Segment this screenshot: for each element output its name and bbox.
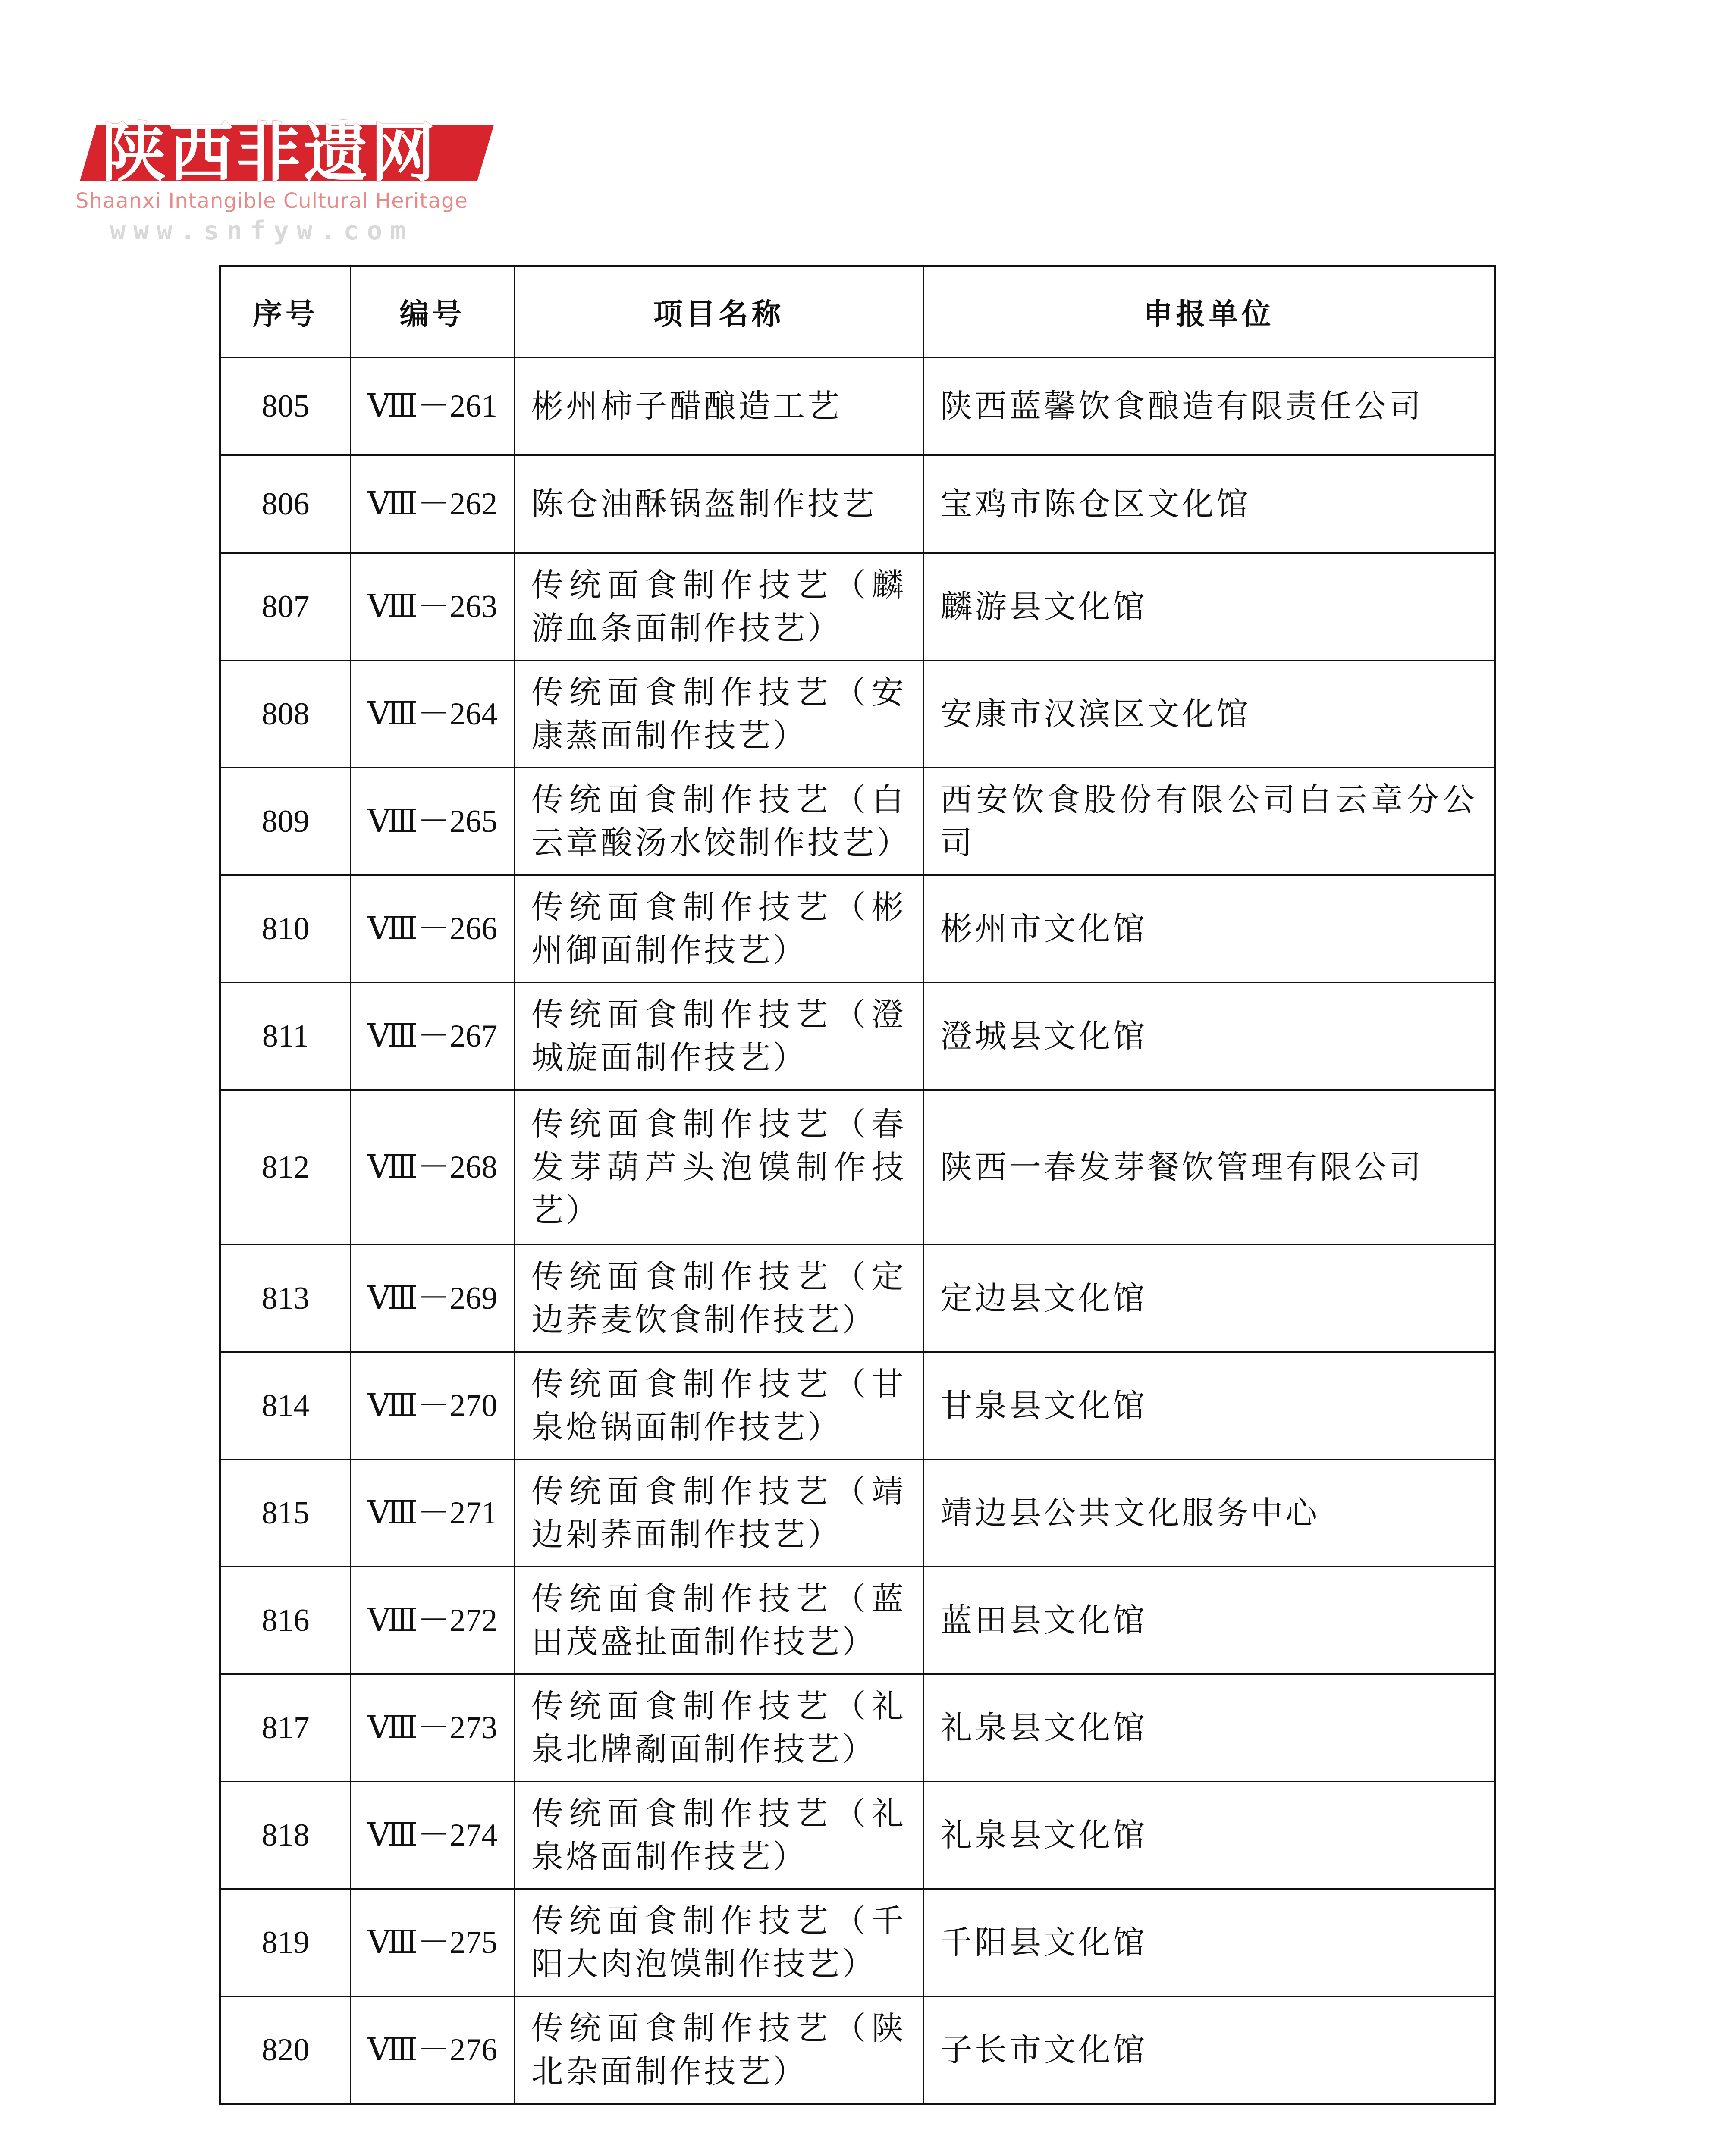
cell-seq: 813 — [220, 1245, 351, 1352]
cell-name: 传统面食制作技艺（陕北杂面制作技艺） — [515, 1996, 923, 2104]
heritage-table — [219, 265, 1496, 2105]
cell-seq: 815 — [220, 1460, 351, 1567]
cell-unit: 甘泉县文化馆 — [923, 1352, 1495, 1460]
cell-name: 彬州柿子醋酿造工艺 — [515, 357, 923, 455]
table-row — [220, 661, 1495, 768]
cell-name: 传统面食制作技艺（定边荞麦饮食制作技艺） — [515, 1245, 923, 1352]
table-row — [220, 1996, 1495, 2104]
cell-name: 传统面食制作技艺（澄城旋面制作技艺） — [515, 983, 923, 1090]
table-row — [220, 1674, 1495, 1782]
cell-code: Ⅷ－270 — [351, 1352, 515, 1460]
table-row — [220, 1460, 1495, 1567]
cell-name: 传统面食制作技艺（千阳大肉泡馍制作技艺） — [515, 1889, 923, 1996]
cell-seq: 805 — [220, 357, 351, 455]
cell-seq: 814 — [220, 1352, 351, 1460]
header-name: 项目名称 — [515, 266, 923, 357]
cell-name: 传统面食制作技艺（靖边剁荞面制作技艺） — [515, 1460, 923, 1567]
cell-code: Ⅷ－271 — [351, 1460, 515, 1567]
table-row — [220, 1782, 1495, 1889]
cell-unit: 澄城县文化馆 — [923, 983, 1495, 1090]
cell-unit: 蓝田县文化馆 — [923, 1567, 1495, 1674]
cell-unit: 安康市汉滨区文化馆 — [923, 661, 1495, 768]
table-header — [220, 266, 1495, 357]
cell-seq: 818 — [220, 1782, 351, 1889]
cell-code: Ⅷ－274 — [351, 1782, 515, 1889]
header-unit: 申报单位 — [923, 266, 1495, 357]
header-code: 编号 — [351, 266, 515, 357]
cell-code: Ⅷ－264 — [351, 661, 515, 768]
table-row — [220, 1889, 1495, 1996]
table-row — [220, 455, 1495, 553]
cell-seq: 812 — [220, 1090, 351, 1245]
logo-title: 陕西非遗网 — [101, 116, 438, 191]
cell-unit: 麟游县文化馆 — [923, 553, 1495, 661]
cell-seq: 819 — [220, 1889, 351, 1996]
cell-unit: 彬州市文化馆 — [923, 875, 1495, 983]
cell-unit: 陕西蓝馨饮食酿造有限责任公司 — [923, 357, 1495, 455]
table-row — [220, 1245, 1495, 1352]
logo-subtitle: Shaanxi Intangible Cultural Heritage — [75, 189, 468, 213]
cell-code: Ⅷ－269 — [351, 1245, 515, 1352]
cell-unit: 礼泉县文化馆 — [923, 1674, 1495, 1782]
table-row — [220, 553, 1495, 661]
cell-unit: 靖边县公共文化服务中心 — [923, 1460, 1495, 1567]
cell-unit: 西安饮食股份有限公司白云章分公司 — [923, 768, 1495, 875]
cell-name: 传统面食制作技艺（安康蒸面制作技艺） — [515, 661, 923, 768]
cell-name: 传统面食制作技艺（白云章酸汤水饺制作技艺） — [515, 768, 923, 875]
table-row — [220, 1352, 1495, 1460]
cell-seq: 810 — [220, 875, 351, 983]
cell-code: Ⅷ－267 — [351, 983, 515, 1090]
site-logo — [71, 108, 502, 250]
logo-url: www.snfyw.com — [110, 216, 414, 246]
cell-seq: 807 — [220, 553, 351, 661]
cell-name: 传统面食制作技艺（甘泉炝锅面制作技艺） — [515, 1352, 923, 1460]
cell-name: 传统面食制作技艺（礼泉北牌劀面制作技艺） — [515, 1674, 923, 1782]
cell-code: Ⅷ－272 — [351, 1567, 515, 1674]
cell-unit: 定边县文化馆 — [923, 1245, 1495, 1352]
cell-seq: 808 — [220, 661, 351, 768]
cell-code: Ⅷ－268 — [351, 1090, 515, 1245]
cell-seq: 816 — [220, 1567, 351, 1674]
cell-name: 传统面食制作技艺（蓝田茂盛扯面制作技艺） — [515, 1567, 923, 1674]
table-row — [220, 1567, 1495, 1674]
cell-code: Ⅷ－261 — [351, 357, 515, 455]
cell-seq: 811 — [220, 983, 351, 1090]
cell-code: Ⅷ－273 — [351, 1674, 515, 1782]
cell-name: 传统面食制作技艺（彬州御面制作技艺） — [515, 875, 923, 983]
cell-seq: 806 — [220, 455, 351, 553]
cell-code: Ⅷ－275 — [351, 1889, 515, 1996]
cell-seq: 820 — [220, 1996, 351, 2104]
cell-code: Ⅷ－276 — [351, 1996, 515, 2104]
cell-unit: 宝鸡市陈仓区文化馆 — [923, 455, 1495, 553]
table-row — [220, 983, 1495, 1090]
cell-code: Ⅷ－262 — [351, 455, 515, 553]
cell-unit: 千阳县文化馆 — [923, 1889, 1495, 1996]
cell-seq: 817 — [220, 1674, 351, 1782]
header-seq: 序号 — [220, 266, 351, 357]
cell-name: 传统面食制作技艺（春发芽葫芦头泡馍制作技艺） — [515, 1090, 923, 1245]
cell-name: 陈仓油酥锅盔制作技艺 — [515, 455, 923, 553]
cell-code: Ⅷ－263 — [351, 553, 515, 661]
cell-name: 传统面食制作技艺（麟游血条面制作技艺） — [515, 553, 923, 661]
header-row — [220, 266, 1495, 357]
table-row — [220, 1090, 1495, 1245]
table-row — [220, 357, 1495, 455]
table-body — [220, 357, 1495, 2104]
cell-seq: 809 — [220, 768, 351, 875]
cell-code: Ⅷ－266 — [351, 875, 515, 983]
cell-unit: 陕西一春发芽餐饮管理有限公司 — [923, 1090, 1495, 1245]
cell-code: Ⅷ－265 — [351, 768, 515, 875]
cell-name: 传统面食制作技艺（礼泉烙面制作技艺） — [515, 1782, 923, 1889]
table-row — [220, 768, 1495, 875]
cell-unit: 子长市文化馆 — [923, 1996, 1495, 2104]
table-row — [220, 875, 1495, 983]
cell-unit: 礼泉县文化馆 — [923, 1782, 1495, 1889]
